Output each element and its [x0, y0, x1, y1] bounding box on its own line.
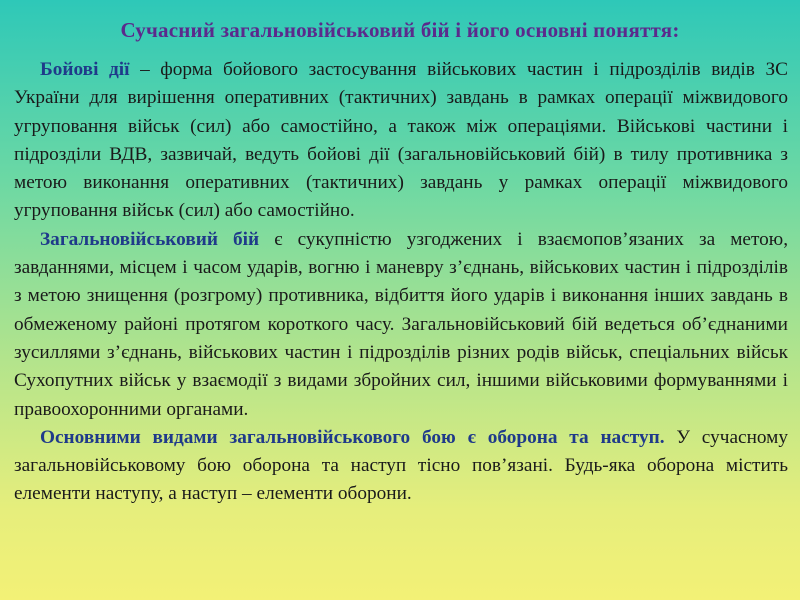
paragraph-text-combined-arms-battle: є сукупністю узгоджених і взаємопов’язаних за метою, завданнями, місцем і часом ударів, вогню і маневру з’єднань, військових частин і підрозділів з метою знищення (розгрому) противника, відбиття його ударів і виконання інших завдань в обмеженому районі протягом короткого часу. Загальновійськовий бій ведеться об’єднаними зусиллями з’єднань, військових частин і підрозділів різних родів військ, спеціальних військ Сухопутних військ у взаємодії з видами збройних сил, іншими військовими формуваннями і правоохоронними органами. [14, 228, 789, 420]
term-main-types: Основними видами загальновійськового бою є оборона та наступ. [40, 426, 665, 448]
slide-body [14, 56, 788, 509]
term-combined-arms-battle: Загальновійськовий бій [40, 228, 260, 250]
term-combat-actions: Бойові дії [40, 59, 130, 80]
paragraph-text-combat-actions: – форма бойового застосування військових частин і підрозділів видів ЗС України для вирішення оперативних (тактичних) завдань в рамках операції міжвидового угруповання військ (сил) або самостійно, а також між операціями. Військові частини і підрозділи ВДВ, зазвичай, ведуть бойові дії (загальновійськовий бій) в тилу противника з метою виконання оперативних (тактичних) завдань у рамках операції міжвидового угруповання військ (сил) або самостійно. [14, 59, 788, 222]
paragraph-main-types [14, 424, 788, 509]
paragraph-combat-actions [14, 56, 788, 226]
paragraph-text-main-types: У сучасному загальновійськовому бою оборона та наступ тісно пов’язані. Будь-яка оборона містить елементи наступу, а наступ – елементи оборони. [14, 426, 789, 505]
slide-title: Сучасний загальновійськовий бій і його основні поняття: [120, 18, 680, 42]
paragraph-combined-arms-battle [14, 226, 788, 424]
